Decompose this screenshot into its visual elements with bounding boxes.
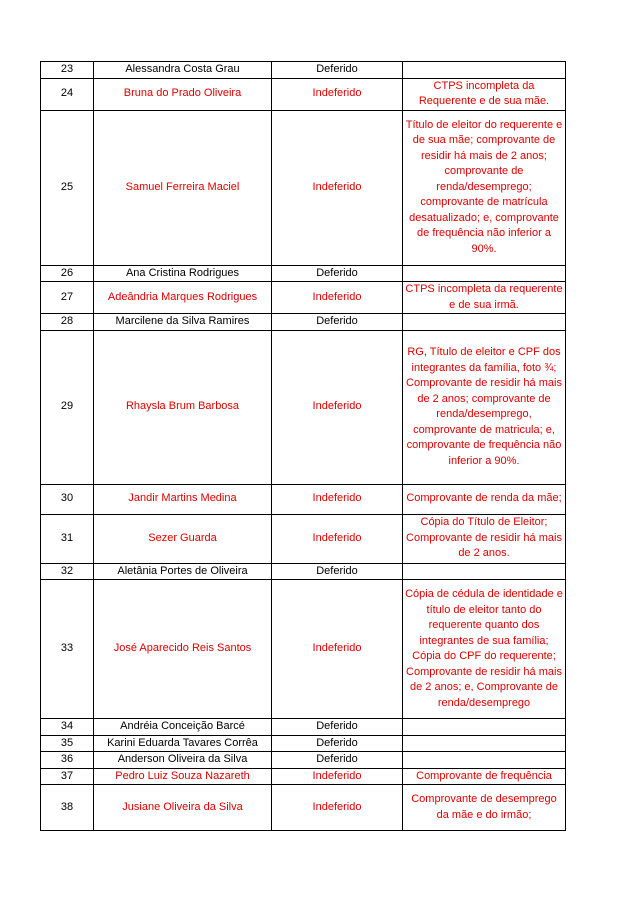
decision-status: Indeferido (272, 785, 403, 831)
table-row (41, 78, 566, 110)
table-row (41, 735, 566, 752)
table-row (41, 282, 566, 314)
applicant-name: Aletânia Portes de Oliveira (94, 563, 272, 580)
applicant-name: Rhaysla Brum Barbosa (94, 330, 272, 484)
row-number: 24 (41, 78, 94, 110)
table-row (41, 484, 566, 514)
row-number: 32 (41, 563, 94, 580)
row-number: 29 (41, 330, 94, 484)
missing-documents: Comprovante de desemprego da mãe e do irmão; (403, 785, 566, 831)
decision-status: Deferido (272, 62, 403, 79)
applicant-name: Jusiane Oliveira da Silva (94, 785, 272, 831)
row-number: 33 (41, 580, 94, 719)
missing-documents (403, 265, 566, 282)
table-row (41, 580, 566, 719)
applicant-name: Karini Eduarda Tavares Corrêa (94, 735, 272, 752)
table-row (41, 719, 566, 736)
table-row (41, 330, 566, 484)
row-number: 37 (41, 768, 94, 785)
row-number: 34 (41, 719, 94, 736)
missing-documents: Cópia do Título de Eleitor; Comprovante de residir há mais de 2 anos. (403, 514, 566, 563)
decision-status: Deferido (272, 719, 403, 736)
missing-documents (403, 62, 566, 79)
decision-status: Indeferido (272, 110, 403, 265)
table-row (41, 768, 566, 785)
missing-documents (403, 752, 566, 769)
missing-documents: CTPS incompleta da Requerente e de sua mãe. (403, 78, 566, 110)
decision-status: Indeferido (272, 78, 403, 110)
applicant-name: Samuel Ferreira Maciel (94, 110, 272, 265)
row-number: 28 (41, 314, 94, 331)
row-number: 31 (41, 514, 94, 563)
applicant-name: Pedro Luiz Souza Nazareth (94, 768, 272, 785)
missing-documents: RG, Título de eleitor e CPF dos integrantes da família, foto ¾; Comprovante de residir há mais de 2 anos; comprovante de renda/desemprego, comprovante de matricula; e, comprovante de frequência não inferior a 90%. (403, 330, 566, 484)
row-number: 26 (41, 265, 94, 282)
table-row (41, 110, 566, 265)
decision-status: Indeferido (272, 580, 403, 719)
applicant-name: José Aparecido Reis Santos (94, 580, 272, 719)
missing-documents (403, 719, 566, 736)
row-number: 38 (41, 785, 94, 831)
missing-documents (403, 563, 566, 580)
applicant-name: Jandir Martins Medina (94, 484, 272, 514)
row-number: 27 (41, 282, 94, 314)
missing-documents: Comprovante de frequência (403, 768, 566, 785)
table-row (41, 752, 566, 769)
table-row (41, 62, 566, 79)
row-number: 30 (41, 484, 94, 514)
applicant-name: Andréia Conceição Barcé (94, 719, 272, 736)
decision-status: Indeferido (272, 330, 403, 484)
table-row (41, 785, 566, 831)
row-number: 35 (41, 735, 94, 752)
table-row (41, 265, 566, 282)
applicant-name: Anderson Oliveira da Silva (94, 752, 272, 769)
decision-status: Deferido (272, 314, 403, 331)
decision-status: Indeferido (272, 282, 403, 314)
table-row (41, 563, 566, 580)
decision-status: Indeferido (272, 514, 403, 563)
missing-documents: Título de eleitor do requerente e de sua mãe; comprovante de residir há mais de 2 anos; comprovante de renda/desemprego; comprovante de matrícula desatualizado; e, comprovante de frequência não inferior a 90%. (403, 110, 566, 265)
missing-documents (403, 735, 566, 752)
row-number: 25 (41, 110, 94, 265)
decision-status: Deferido (272, 265, 403, 282)
applicant-name: Bruna do Prado Oliveira (94, 78, 272, 110)
decision-status: Indeferido (272, 768, 403, 785)
decision-status: Deferido (272, 752, 403, 769)
decision-status: Indeferido (272, 484, 403, 514)
applicant-name: Ana Cristina Rodrigues (94, 265, 272, 282)
table-row (41, 514, 566, 563)
applicant-name: Sezer Guarda (94, 514, 272, 563)
applicant-name: Alessandra Costa Grau (94, 62, 272, 79)
decision-status: Deferido (272, 735, 403, 752)
decision-status: Deferido (272, 563, 403, 580)
missing-documents: Cópia de cédula de identidade e título de eleitor tanto do requerente quanto dos integrantes de sua família; Cópia do CPF do requerente; Comprovante de residir há mais de 2 anos; e, Comprovante de renda/desemprego (403, 580, 566, 719)
applicant-name: Adeândria Marques Rodrigues (94, 282, 272, 314)
missing-documents: CTPS incompleta da requerente e de sua irmã. (403, 282, 566, 314)
missing-documents (403, 314, 566, 331)
row-number: 23 (41, 62, 94, 79)
row-number: 36 (41, 752, 94, 769)
missing-documents: Comprovante de renda da mãe; (403, 484, 566, 514)
results-table (40, 61, 566, 831)
results-table-body (41, 62, 566, 831)
applicant-name: Marcilene da Silva Ramires (94, 314, 272, 331)
table-row (41, 314, 566, 331)
